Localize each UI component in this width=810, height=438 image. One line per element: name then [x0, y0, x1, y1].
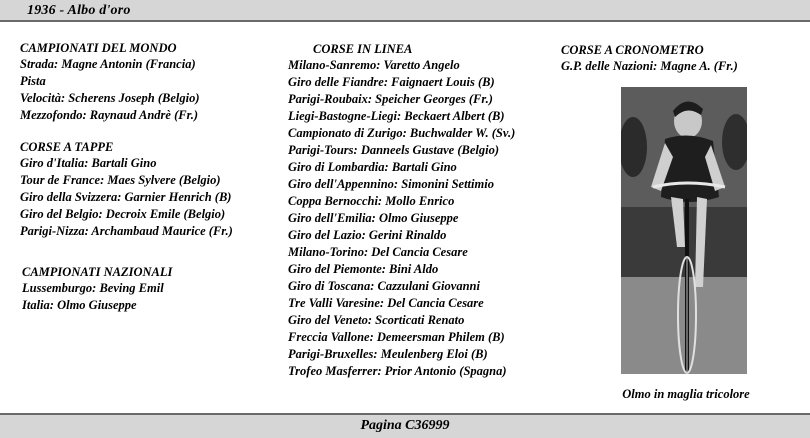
winner-entry: Giro d'Italia: Bartali Gino [20, 156, 157, 170]
winner-entry: Giro dell'Appennino: Simonini Settimio [288, 177, 494, 191]
section-heading: CAMPIONATI NAZIONALI [22, 265, 173, 279]
section-heading: CAMPIONATI DEL MONDO [20, 41, 177, 55]
winners-list [288, 57, 515, 380]
section-corse-tappe [20, 139, 233, 240]
section-heading: CORSE A TAPPE [20, 140, 114, 154]
winner-entry: Milano-Sanremo: Varetto Angelo [288, 58, 460, 72]
winner-entry: Giro di Toscana: Cazzulani Giovanni [288, 279, 480, 293]
winner-entry: Giro dell'Emilia: Olmo Giuseppe [288, 211, 459, 225]
cyclist-photo [621, 87, 747, 374]
winner-entry: Tre Valli Varesine: Del Cancia Cesare [288, 296, 484, 310]
winner-entry: Mezzofondo: Raynaud Andrè (Fr.) [20, 108, 199, 122]
section-corse-cronometro [561, 42, 738, 75]
winner-entry: Parigi-Tours: Danneels Gustave (Belgio) [288, 143, 499, 157]
winner-entry: Italia: Olmo Giuseppe [22, 298, 137, 312]
winner-entry: Lussemburgo: Beving Emil [22, 281, 164, 295]
photo-caption: Olmo in maglia tricolore [622, 387, 750, 401]
winners-list [20, 155, 233, 240]
winner-entry: Parigi-Bruxelles: Meulenberg Eloi (B) [288, 347, 488, 361]
winner-entry: Tour de France: Maes Sylvere (Belgio) [20, 173, 221, 187]
winner-entry: Freccia Vallone: Demeersman Philem (B) [288, 330, 505, 344]
section-corse-linea [288, 41, 515, 380]
section-campionati-mondo [20, 40, 200, 124]
winner-entry: Velocità: Scherens Joseph (Belgio) [20, 91, 200, 105]
winner-entry: Coppa Bernocchi: Mollo Enrico [288, 194, 455, 208]
winner-entry: Strada: Magne Antonin (Francia) [20, 57, 196, 71]
page-number: Pagina C36999 [360, 418, 450, 433]
winner-entry: Campionato di Zurigo: Buchwalder W. (Sv.) [288, 126, 516, 140]
section-heading: CORSE A CRONOMETRO [561, 43, 704, 57]
winner-entry: Giro della Svizzera: Garnier Henrich (B) [20, 190, 232, 204]
winner-entry: Trofeo Masferrer: Prior Antonio (Spagna) [288, 364, 507, 378]
winner-entry: Liegi-Bastogne-Liegi: Beckaert Albert (B) [288, 109, 505, 123]
winners-list [20, 56, 200, 124]
winner-entry: Parigi-Nizza: Archambaud Maurice (Fr.) [20, 224, 233, 238]
winner-entry: Giro delle Fiandre: Faignaert Louis (B) [288, 75, 495, 89]
winner-entry: Giro del Veneto: Scorticati Renato [288, 313, 465, 327]
winner-entry: G.P. delle Nazioni: Magne A. (Fr.) [561, 59, 738, 73]
winner-entry: Milano-Torino: Del Cancia Cesare [288, 245, 468, 259]
winner-entry: Parigi-Roubaix: Speicher Georges (Fr.) [288, 92, 493, 106]
section-campionati-nazionali [22, 264, 172, 314]
section-heading: CORSE IN LINEA [313, 42, 413, 56]
page-title: 1936 - Albo d'oro [27, 3, 131, 18]
winner-entry: Pista [20, 74, 46, 88]
winner-entry: Giro del Lazio: Gerini Rinaldo [288, 228, 447, 242]
winner-entry: Giro del Belgio: Decroix Emile (Belgio) [20, 207, 226, 221]
winners-list [22, 280, 172, 314]
header-band [0, 0, 810, 22]
winner-entry: Giro di Lombardia: Bartali Gino [288, 160, 457, 174]
winner-entry: Giro del Piemonte: Bini Aldo [288, 262, 439, 276]
footer-band [0, 413, 810, 438]
winners-list [561, 58, 738, 75]
